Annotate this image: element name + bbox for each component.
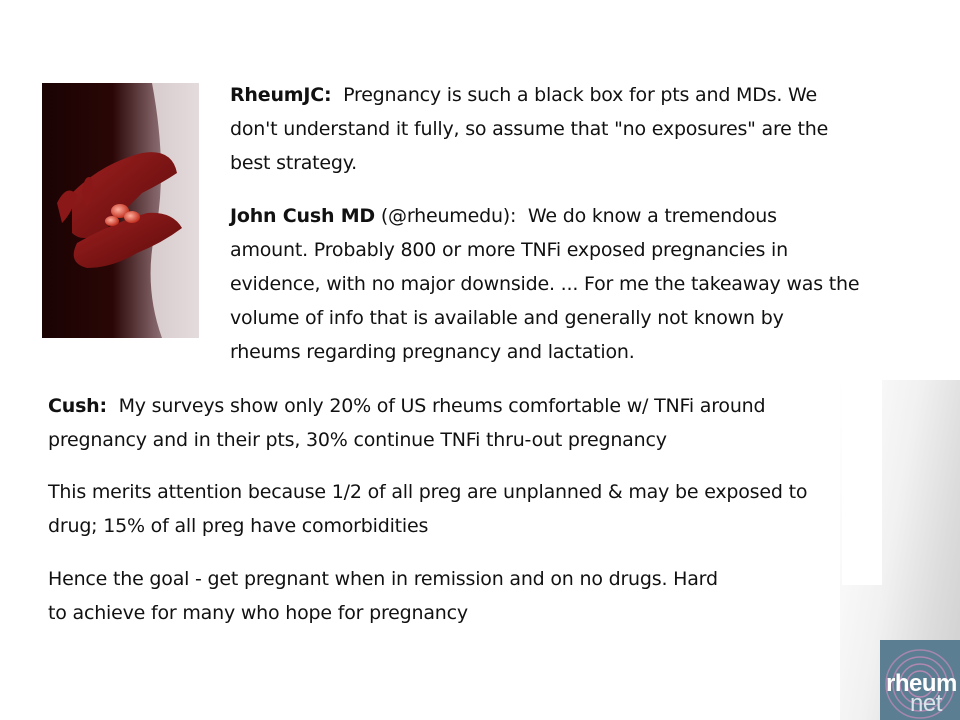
quote-cush xyxy=(48,389,868,457)
logo-word-net: net xyxy=(910,690,942,717)
quote-text: We do know a tremendous xyxy=(527,205,777,227)
paragraph-line: This merits attention because 1/2 of all preg are unplanned & may be exposed to xyxy=(48,481,808,503)
hand-with-pills-image xyxy=(42,83,199,338)
quote-line: pregnancy and in their pts, 30% continue TNFi thru-out pregnancy xyxy=(48,429,667,451)
quote-text: My surveys show only 20% of US rheums comfortable w/ TNFi around xyxy=(118,395,766,417)
speaker-name: John Cush MD xyxy=(230,205,375,227)
paragraph-unplanned-pregnancy xyxy=(48,475,888,543)
quote-rheumjc xyxy=(230,78,930,180)
speaker-name: RheumJC: xyxy=(230,84,332,106)
speaker-name: Cush: xyxy=(48,395,107,417)
quote-line: best strategy. xyxy=(230,152,357,174)
paragraph-line: Hence the goal - get pregnant when in remission and on no drugs. Hard xyxy=(48,568,718,590)
logo-word-rheum: rheum xyxy=(886,670,957,697)
quote-line: volume of info that is available and generally not known by xyxy=(230,307,784,329)
quote-john-cush xyxy=(230,199,930,369)
paragraph-goal xyxy=(48,562,808,630)
hand-with-pills-photo xyxy=(42,83,199,338)
paragraph-line: drug; 15% of all preg have comorbidities xyxy=(48,515,429,537)
quote-line: evidence, with no major downside. ... For me the takeaway was the xyxy=(230,273,860,295)
speaker-handle: (@rheumedu): xyxy=(380,205,517,227)
quote-line: amount. Probably 800 or more TNFi exposed pregnancies in xyxy=(230,239,788,261)
quote-line xyxy=(230,78,930,112)
quote-line: don't understand it fully, so assume that "no exposures" are the xyxy=(230,118,829,140)
rheumnet-logo xyxy=(880,640,960,720)
quote-line xyxy=(230,199,930,233)
quote-text: Pregnancy is such a black box for pts and MDs. We xyxy=(343,84,817,106)
quote-line xyxy=(48,389,868,423)
quote-line: rheums regarding pregnancy and lactation. xyxy=(230,341,635,363)
paragraph-line: to achieve for many who hope for pregnancy xyxy=(48,602,468,624)
